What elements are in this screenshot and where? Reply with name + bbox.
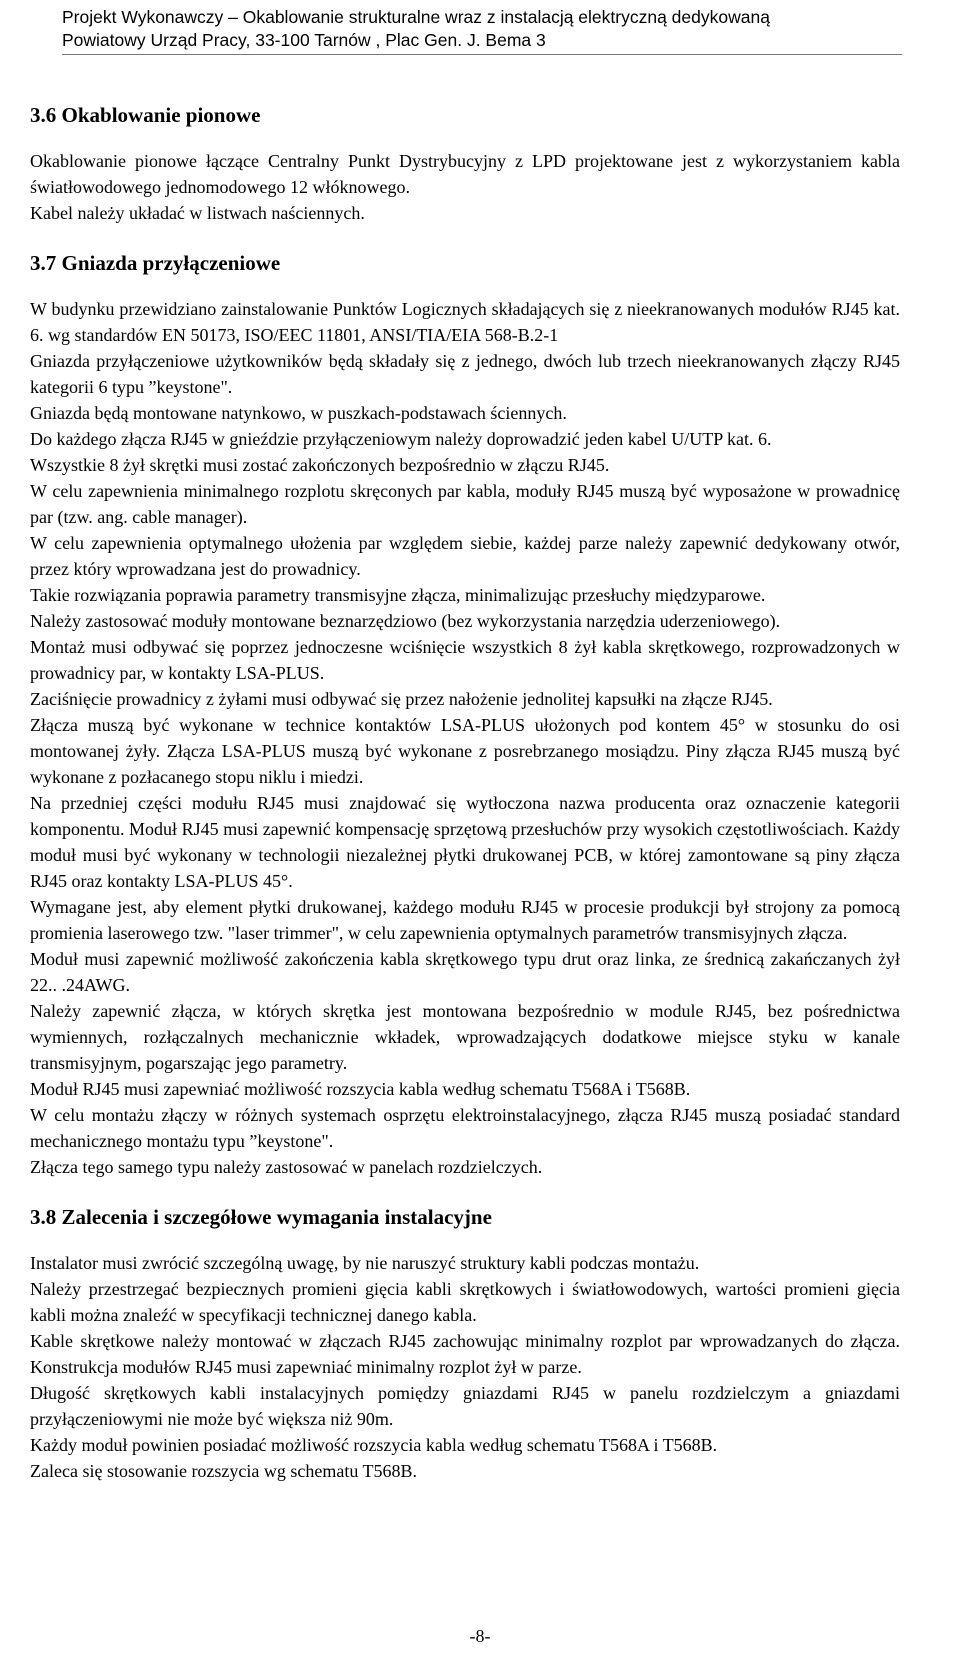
paragraph: Na przedniej części modułu RJ45 musi znajdować się wytłoczona nazwa producenta oraz oznaczenie kategorii komponentu. Moduł RJ45 musi zapewnić kompensację sprzętową przesłuchów przy wysokich częstotliwościach. Każdy moduł musi być wykonany w technologii niezależnej płytki drukowanej PCB, w której zamontowane są piny złącza RJ45 oraz kontakty LSA-PLUS 45°. — [30, 793, 900, 891]
paragraph: Każdy moduł powinien posiadać możliwość rozszycia kabla według schematu T568A i T568B. — [30, 1435, 718, 1455]
paragraph: Moduł RJ45 musi zapewniać możliwość rozszycia kabla według schematu T568A i T568B. — [30, 1079, 691, 1099]
header-project-line: Projekt Wykonawczy – Okablowanie strukturalne wraz z instalacją elektryczną dedykowaną — [62, 7, 770, 27]
paragraph: W budynku przewidziano zainstalowanie Punktów Logicznych składających się z nieekranowanych modułów RJ45 kat. 6. wg standardów EN 50173, ISO/EEC 11801, ANSI/TIA/EIA 568-B.2-1 — [30, 299, 900, 345]
paragraph: Zaleca się stosowanie rozszycia wg schematu T568B. — [30, 1461, 418, 1481]
paragraph: Kable skrętkowe należy montować w złączach RJ45 zachowując minimalny rozplot par wprowadzanych do złącza. Konstrukcja modułów RJ45 musi zapewniać minimalny rozplot żył w parze. — [30, 1331, 900, 1377]
paragraph: Takie rozwiązania poprawia parametry transmisyjne złącza, minimalizując przesłuchy międzyparowe. — [30, 585, 766, 605]
page-header — [62, 6, 902, 55]
paragraph: Gniazda przyłączeniowe użytkowników będą składały się z jednego, dwóch lub trzech nieekranowanych złączy RJ45 kategorii 6 typu ”keystone". — [30, 351, 900, 397]
paragraph: Kabel należy układać w listwach naściennych. — [30, 203, 365, 223]
section-title-3-6: 3.6 Okablowanie pionowe — [30, 103, 261, 127]
paragraph: Okablowanie pionowe łączące Centralny Punkt Dystrybucyjny z LPD projektowane jest z wykorzystaniem kabla światłowodowego jednomodowego 12 włóknowego. — [30, 151, 900, 197]
paragraph: W celu zapewnienia optymalnego ułożenia par względem siebie, każdej parze należy zapewnić dedykowany otwór, przez który wprowadzana jest do prowadnicy. — [30, 533, 900, 579]
section-title-3-7: 3.7 Gniazda przyłączeniowe — [30, 251, 281, 275]
paragraph: Instalator musi zwrócić szczególną uwagę, by nie naruszyć struktury kabli podczas montażu. — [30, 1253, 700, 1273]
paragraph: Moduł musi zapewnić możliwość zakończenia kabla skrętkowego typu drut oraz linka, ze średnicą zakańczanych żył 22.. .24AWG. — [30, 949, 900, 995]
header-address-line: Powiatowy Urząd Pracy, 33-100 Tarnów , Plac Gen. J. Bema 3 — [62, 30, 546, 50]
paragraph: Wszystkie 8 żył skrętki musi zostać zakończonych bezpośrednio w złączu RJ45. — [30, 455, 610, 475]
section-title-3-8: 3.8 Zalecenia i szczegółowe wymagania instalacyjne — [30, 1205, 492, 1229]
page-number: -8- — [469, 1626, 491, 1646]
paragraph: Zaciśnięcie prowadnicy z żyłami musi odbywać się przez nałożenie jednolitej kapsułki na złącze RJ45. — [30, 689, 773, 709]
paragraph: W celu zapewnienia minimalnego rozplotu skręconych par kabla, moduły RJ45 muszą być wyposażone w prowadnicę par (tzw. ang. cable manager). — [30, 481, 900, 527]
paragraph: Montaż musi odbywać się poprzez jednoczesne wciśnięcie wszystkich 8 żył kabla skrętkowego, rozprowadzonych w prowadnicy par, w kontakty LSA-PLUS. — [30, 637, 900, 683]
paragraph: Wymagane jest, aby element płytki drukowanej, każdego modułu RJ45 w procesie produkcji był strojony za pomocą promienia laserowego tzw. "laser trimmer", w celu zapewnienia optymalnych parametrów transmisyjnych złącza. — [30, 897, 900, 943]
paragraph: Należy przestrzegać bezpiecznych promieni gięcia kabli skrętkowych i światłowodowych, wartości promieni gięcia kabli można znaleźć w specyfikacji technicznej danego kabla. — [30, 1279, 900, 1325]
paragraph: Złącza muszą być wykonane w technice kontaktów LSA-PLUS ułożonych pod kontem 45° w stosunku do osi montowanej żyły. Złącza LSA-PLUS muszą być wykonane z posrebrzanego mosiądzu. Piny złącza RJ45 muszą być wykonane z pozłacanego stopu niklu i miedzi. — [30, 715, 900, 787]
paragraph: Złącza tego samego typu należy zastosować w panelach rozdzielczych. — [30, 1157, 543, 1177]
paragraph: Należy zastosować moduły montowane beznarzędziowo (bez wykorzystania narzędzia uderzeniowego). — [30, 611, 781, 631]
paragraph: Długość skrętkowych kabli instalacyjnych pomiędzy gniazdami RJ45 w panelu rozdzielczym a gniazdami przyłączeniowymi nie może być większa niż 90m. — [30, 1383, 900, 1429]
paragraph: W celu montażu złączy w różnych systemach osprzętu elektroinstalacyjnego, złącza RJ45 muszą posiadać standard mechanicznego montażu typu ”keystone". — [30, 1105, 900, 1151]
paragraph: Gniazda będą montowane natynkowo, w puszkach-podstawach ściennych. — [30, 403, 567, 423]
paragraph: Do każdego złącza RJ45 w gnieździe przyłączeniowym należy doprowadzić jeden kabel U/UTP kat. 6. — [30, 429, 772, 449]
paragraph: Należy zapewnić złącza, w których skrętka jest montowana bezpośrednio w module RJ45, bez pośrednictwa wymiennych, rozłączalnych mechanicznie wkładek, wprowadzających dodatkowe miejsce styku w kanale transmisyjnym, pogarszając jego parametry. — [30, 1001, 900, 1073]
document-body — [30, 98, 900, 1484]
